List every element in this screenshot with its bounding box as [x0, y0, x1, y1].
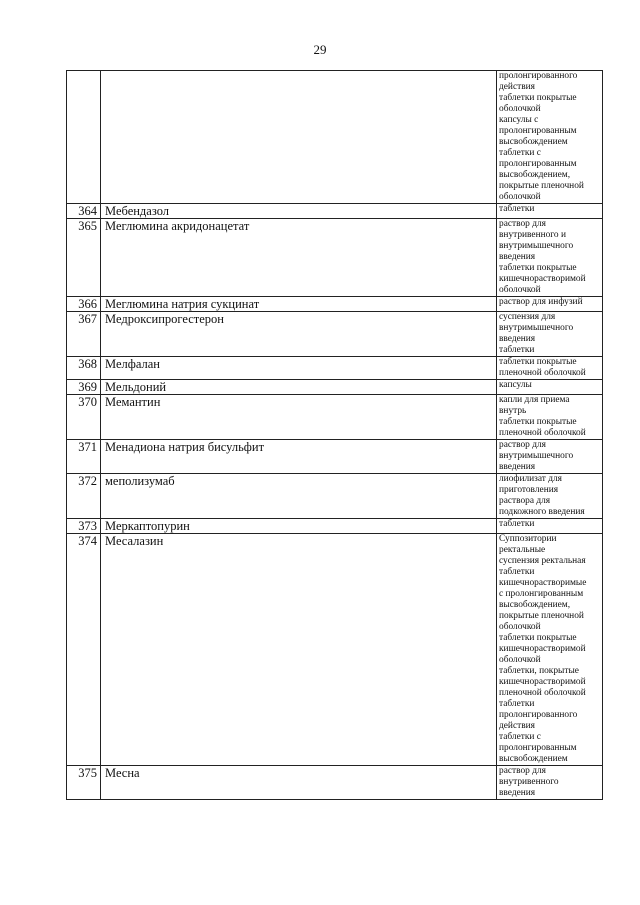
dosage-forms — [497, 766, 603, 800]
dosage-form-line: пролонгированным — [499, 159, 577, 169]
dosage-form-line: ректальные — [499, 545, 546, 555]
row-number: 367 — [67, 312, 101, 357]
dosage-form-line: действия — [499, 721, 535, 731]
dosage-form-line: внутривенного и — [499, 230, 566, 240]
drug-name: Меглюмина акридонацетат — [101, 219, 497, 297]
table-row — [67, 766, 603, 800]
drug-name: Менадиона натрия бисульфит — [101, 440, 497, 474]
dosage-form-line: капсулы с — [499, 115, 539, 125]
dosage-form-line: таблетки — [499, 519, 535, 529]
dosage-form-line: оболочкой — [499, 192, 541, 202]
dosage-form-line: таблетки покрытые — [499, 633, 577, 643]
drug-name: Месалазин — [101, 534, 497, 766]
dosage-form-line: раствор для — [499, 766, 546, 776]
dosage-form-line: суспензия для — [499, 312, 556, 322]
row-number: 374 — [67, 534, 101, 766]
dosage-forms — [497, 534, 603, 766]
row-number: 369 — [67, 380, 101, 395]
dosage-form-line: внутримышечного — [499, 241, 574, 251]
table-row — [67, 380, 603, 395]
dosage-form-line: пролонгированного — [499, 710, 578, 720]
row-number: 371 — [67, 440, 101, 474]
dosage-form-line: таблетки с — [499, 732, 541, 742]
dosage-form-line: раствор для — [499, 440, 546, 450]
drug-name: Меркаптопурин — [101, 519, 497, 534]
dosage-form-line: внутримышечного — [499, 323, 574, 333]
dosage-form-line: таблетки — [499, 699, 535, 709]
dosage-form-line: кишечнорастворимой — [499, 274, 586, 284]
dosage-form-line: высвобождением, — [499, 170, 571, 180]
dosage-form-line: пролонгированным — [499, 126, 577, 136]
table-row — [67, 357, 603, 380]
dosage-form-line: внутримышечного — [499, 451, 574, 461]
table-row — [67, 519, 603, 534]
dosage-form-line: раствор для — [499, 219, 546, 229]
table-row — [67, 395, 603, 440]
table-row — [67, 204, 603, 219]
dosage-form-line: высвобождением — [499, 137, 568, 147]
dosage-form-line: раствор для инфузий — [499, 297, 583, 307]
dosage-form-line: пленочной оболочкой — [499, 368, 586, 378]
dosage-forms — [497, 519, 603, 534]
row-number: 366 — [67, 297, 101, 312]
dosage-form-line: пленочной оболочкой — [499, 688, 586, 698]
dosage-form-line: высвобождением, — [499, 600, 571, 610]
table-row — [67, 312, 603, 357]
dosage-forms — [497, 219, 603, 297]
dosage-form-line: кишечнорастворимой — [499, 644, 586, 654]
dosage-forms — [497, 357, 603, 380]
drug-name: меполизумаб — [101, 474, 497, 519]
table-row — [67, 474, 603, 519]
drug-name: Мемантин — [101, 395, 497, 440]
dosage-form-line: с пролонгированным — [499, 589, 584, 599]
dosage-form-line: капли для приема — [499, 395, 570, 405]
dosage-forms — [497, 204, 603, 219]
row-number: 365 — [67, 219, 101, 297]
dosage-form-line: таблетки покрытые — [499, 417, 577, 427]
dosage-form-line: Суппозитории — [499, 534, 557, 544]
dosage-form-line: таблетки покрытые — [499, 263, 577, 273]
dosage-form-line: лиофилизат для — [499, 474, 562, 484]
row-number — [67, 71, 101, 204]
dosage-form-line: введения — [499, 788, 536, 798]
table-row — [67, 534, 603, 766]
dosage-form-line: пролонгированного — [499, 71, 578, 81]
dosage-forms — [497, 380, 603, 395]
dosage-form-line: оболочкой — [499, 104, 541, 114]
dosage-form-line: введения — [499, 334, 536, 344]
dosage-form-line: раствора для — [499, 496, 551, 506]
dosage-forms — [497, 440, 603, 474]
table-row — [67, 297, 603, 312]
row-number: 368 — [67, 357, 101, 380]
drug-name: Медроксипрогестерон — [101, 312, 497, 357]
drug-name: Месна — [101, 766, 497, 800]
drug-name: Мельдоний — [101, 380, 497, 395]
dosage-form-line: введения — [499, 252, 536, 262]
row-number: 375 — [67, 766, 101, 800]
dosage-form-line: таблетки покрытые — [499, 357, 577, 367]
dosage-forms — [497, 474, 603, 519]
dosage-form-line: действия — [499, 82, 535, 92]
dosage-form-line: высвобождением — [499, 754, 568, 764]
dosage-form-line: оболочкой — [499, 285, 541, 295]
drug-name: Меглюмина натрия сукцинат — [101, 297, 497, 312]
dosage-form-line: таблетки, покрытые — [499, 666, 579, 676]
table-row — [67, 219, 603, 297]
dosage-form-line: подкожного введения — [499, 507, 585, 517]
row-number: 372 — [67, 474, 101, 519]
dosage-form-line: приготовления — [499, 485, 559, 495]
dosage-forms — [497, 312, 603, 357]
dosage-form-line: таблетки — [499, 567, 535, 577]
dosage-form-line: введения — [499, 462, 536, 472]
dosage-form-line: оболочкой — [499, 655, 541, 665]
dosage-forms — [497, 297, 603, 312]
dosage-form-line: пленочной оболочкой — [499, 428, 586, 438]
dosage-form-line: кишечнорастворимой — [499, 677, 586, 687]
dosage-form-line: таблетки покрытые — [499, 93, 577, 103]
drug-table — [66, 70, 603, 800]
dosage-form-line: покрытые пленочной — [499, 611, 584, 621]
dosage-form-line: покрытые пленочной — [499, 181, 584, 191]
dosage-forms — [497, 71, 603, 204]
page-number: 29 — [313, 42, 327, 57]
drug-name: Мелфалан — [101, 357, 497, 380]
drug-name: Мебендазол — [101, 204, 497, 219]
row-number: 373 — [67, 519, 101, 534]
dosage-form-line: внутрь — [499, 406, 527, 416]
dosage-form-line: внутривенного — [499, 777, 559, 787]
dosage-form-line: суспензия ректальная — [499, 556, 586, 566]
dosage-form-line: таблетки с — [499, 148, 541, 158]
dosage-form-line: таблетки — [499, 345, 535, 355]
dosage-form-line: таблетки — [499, 204, 535, 214]
row-number: 364 — [67, 204, 101, 219]
row-number: 370 — [67, 395, 101, 440]
dosage-form-line: капсулы — [499, 380, 532, 390]
dosage-form-line: кишечнорастворимые — [499, 578, 587, 588]
table-row — [67, 440, 603, 474]
table-row — [67, 71, 603, 204]
dosage-form-line: оболочкой — [499, 622, 541, 632]
dosage-form-line: пролонгированным — [499, 743, 577, 753]
drug-name — [101, 71, 497, 204]
dosage-forms — [497, 395, 603, 440]
